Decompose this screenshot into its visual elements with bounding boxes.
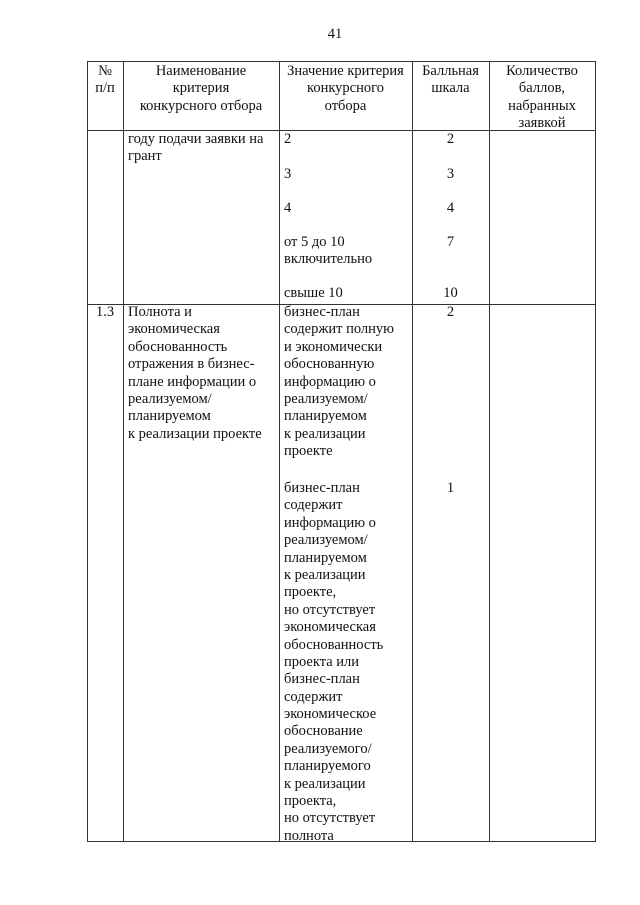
header-text: Значение критерия <box>287 63 404 79</box>
cell-text: Полнота и <box>128 304 192 320</box>
option-value: 2 <box>284 131 292 147</box>
header-text: Количество <box>506 63 578 79</box>
cell-text: к реализации <box>284 566 366 583</box>
cell-text: обоснование <box>284 723 363 740</box>
cell-text: содержит полную <box>284 321 394 338</box>
cell-text: содержит <box>284 497 343 514</box>
cell-text: обоснованность <box>284 636 384 653</box>
cell-text: от 5 до 10 <box>284 234 345 250</box>
row-1-criterion-name <box>128 131 278 166</box>
cell-text: планируемом <box>284 549 367 566</box>
table-border <box>123 61 124 842</box>
cell-text: к реализации <box>284 425 366 442</box>
option-score: 4 <box>446 200 455 216</box>
page-number: 41 <box>327 26 343 42</box>
cell-text: и экономически <box>284 338 383 355</box>
cell-text: реализуемом/ <box>284 532 368 549</box>
cell-text: информацию о <box>284 373 376 390</box>
cell-text: проекте, <box>284 584 337 601</box>
cell-text: но отсутствует <box>284 810 376 827</box>
table-border <box>87 61 595 62</box>
option-value <box>284 304 394 461</box>
cell-text: включительно <box>284 251 373 268</box>
header-text: № <box>98 63 112 79</box>
header-text: баллов, <box>518 80 566 97</box>
cell-text: году подачи заявки на <box>128 131 264 147</box>
cell-text: информацию о <box>284 514 376 531</box>
table-border <box>87 61 88 842</box>
cell-text: к реализации <box>284 775 366 792</box>
cell-text: реализуемого/ <box>284 740 372 757</box>
header-text: заявкой <box>518 115 566 132</box>
cell-text: экономическая <box>128 321 220 338</box>
header-text: Балльная <box>422 63 479 79</box>
cell-text: реализуемом/ <box>128 390 212 407</box>
cell-text: экономическая <box>284 619 376 636</box>
cell-text: обоснованную <box>284 356 375 373</box>
table-border <box>489 61 490 842</box>
cell-text: бизнес-план <box>284 304 360 320</box>
option-score: 10 <box>443 285 458 301</box>
option-value <box>284 234 372 269</box>
cell-text: плане информации о <box>128 373 257 390</box>
header-text: набранных <box>508 97 576 114</box>
header-text: отбора <box>324 97 367 114</box>
option-score: 2 <box>446 131 455 147</box>
cell-text: бизнес-план <box>284 671 360 688</box>
header-criterion-value <box>279 63 412 115</box>
option-value <box>284 480 383 845</box>
header-text: Наименование <box>155 63 247 79</box>
option-value: 4 <box>284 200 292 216</box>
cell-text: планируемом <box>128 408 211 425</box>
cell-text: экономическое <box>284 706 377 723</box>
option-score: 1 <box>446 480 455 496</box>
cell-text: проекта, <box>284 793 337 810</box>
cell-text: но отсутствует <box>284 601 376 618</box>
header-text: конкурсного <box>307 80 384 97</box>
option-value: 3 <box>284 166 292 182</box>
cell-text: проекте <box>284 443 333 460</box>
row-number: 1.3 <box>95 304 115 320</box>
row-2-criterion-name <box>128 304 278 443</box>
header-criterion-name <box>123 63 279 115</box>
header-points <box>489 63 595 133</box>
cell-text: реализуемом/ <box>284 390 368 407</box>
option-value: свыше 10 <box>284 285 343 301</box>
header-text: п/п <box>95 80 115 97</box>
header-num <box>87 63 123 98</box>
header-text: критерия <box>172 80 230 97</box>
table-border <box>279 61 280 842</box>
cell-text: к реализации проекте <box>128 425 262 442</box>
cell-text: обоснованность <box>128 338 228 355</box>
table-border <box>595 61 596 842</box>
option-score: 3 <box>446 166 455 182</box>
cell-text: бизнес-план <box>284 480 360 496</box>
cell-text: отражения в бизнес- <box>128 356 255 373</box>
option-score: 2 <box>446 304 455 320</box>
cell-text: грант <box>128 148 162 165</box>
cell-text: планируемого <box>284 758 371 775</box>
cell-text: содержит <box>284 688 343 705</box>
cell-text: проекта или <box>284 653 360 670</box>
header-scale <box>412 63 489 98</box>
header-text: конкурсного отбора <box>139 97 263 114</box>
cell-text: планируемом <box>284 408 367 425</box>
header-text: шкала <box>431 80 470 97</box>
option-score: 7 <box>446 234 455 250</box>
cell-text: полнота <box>284 827 334 844</box>
